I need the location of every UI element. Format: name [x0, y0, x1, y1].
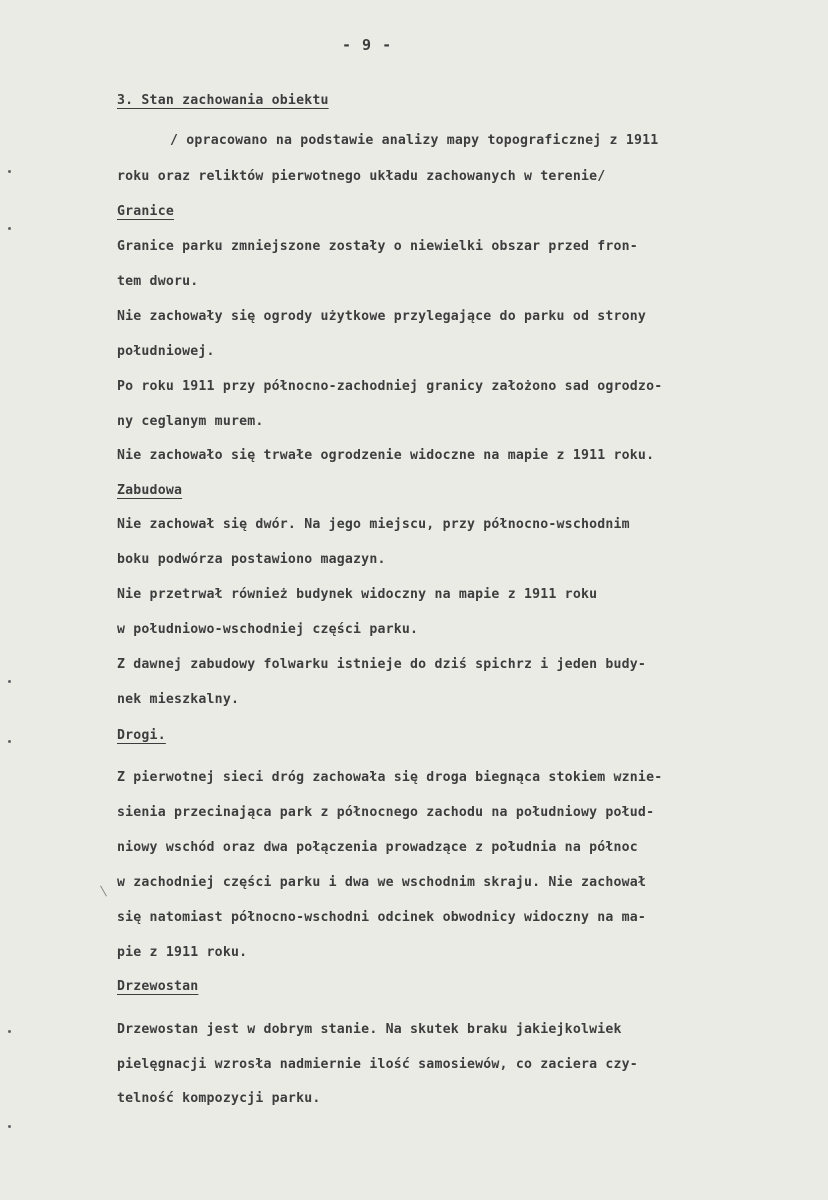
heading-zabudowa: Zabudowa: [117, 483, 183, 498]
paragraph-line: niowy wschód oraz dwa połączenia prowadzące z południa na północ: [117, 840, 638, 855]
margin-speck: [8, 227, 11, 230]
paragraph-line: sienia przecinająca park z północnego zachodu na południowy połud-: [117, 805, 655, 820]
heading-drogi: Drogi.: [117, 728, 166, 743]
paragraph-line: telność kompozycji parku.: [117, 1091, 321, 1106]
paragraph-line: pielęgnacji wzrosła nadmiernie ilość samosiewów, co zaciera czy-: [117, 1057, 638, 1072]
heading-granice: Granice: [117, 204, 174, 219]
paragraph-line: pie z 1911 roku.: [117, 945, 248, 960]
paragraph-line: Nie przetrwał również budynek widoczny na mapie z 1911 roku: [117, 587, 598, 602]
paragraph-line: ny ceglanym murem.: [117, 414, 264, 429]
paragraph-line: nek mieszkalny.: [117, 692, 240, 707]
paragraph-line: Nie zachowały się ogrody użytkowe przylegające do parku od strony: [117, 309, 647, 324]
margin-speck: [8, 680, 11, 683]
margin-speck: [8, 1030, 11, 1033]
page-number: - 9 -: [342, 36, 393, 54]
paragraph-line: boku podwórza postawiono magazyn.: [117, 552, 386, 567]
paragraph-line: Po roku 1911 przy północno-zachodniej granicy założono sad ogrodzo-: [117, 379, 663, 394]
paragraph-line: Nie zachował się dwór. Na jego miejscu, przy północno-wschodnim: [117, 517, 630, 532]
margin-speck: [8, 170, 11, 173]
paragraph-line: Drzewostan jest w dobrym stanie. Na skutek braku jakiejkolwiek: [117, 1022, 622, 1037]
intro-line-1: / opracowano na podstawie analizy mapy topograficznej z 1911: [170, 133, 659, 148]
paragraph-line: Z dawnej zabudowy folwarku istnieje do dziś spichrz i jeden budy-: [117, 657, 647, 672]
paragraph-line: południowej.: [117, 344, 215, 359]
intro-line-2: roku oraz reliktów pierwotnego układu zachowanych w terenie/: [117, 169, 606, 184]
paragraph-line: w południowo-wschodniej części parku.: [117, 622, 419, 637]
paragraph-line: tem dworu.: [117, 274, 199, 289]
paragraph-line: Nie zachowało się trwałe ogrodzenie widoczne na mapie z 1911 roku.: [117, 448, 655, 463]
paragraph-line: się natomiast północno-wschodni odcinek obwodnicy widoczny na ma-: [117, 910, 647, 925]
heading-drzewostan: Drzewostan: [117, 979, 199, 994]
margin-speck: [8, 1125, 11, 1128]
paragraph-line: Granice parku zmniejszone zostały o niewielki obszar przed fron-: [117, 239, 638, 254]
section-heading: 3. Stan zachowania obiektu: [117, 93, 329, 108]
margin-speck: [8, 740, 11, 743]
paragraph-line: w zachodniej części parku i dwa we wschodnim skraju. Nie zachował: [117, 875, 647, 890]
paragraph-line: Z pierwotnej sieci dróg zachowała się droga biegnąca stokiem wznie-: [117, 770, 663, 785]
margin-pen-mark: [100, 886, 107, 897]
